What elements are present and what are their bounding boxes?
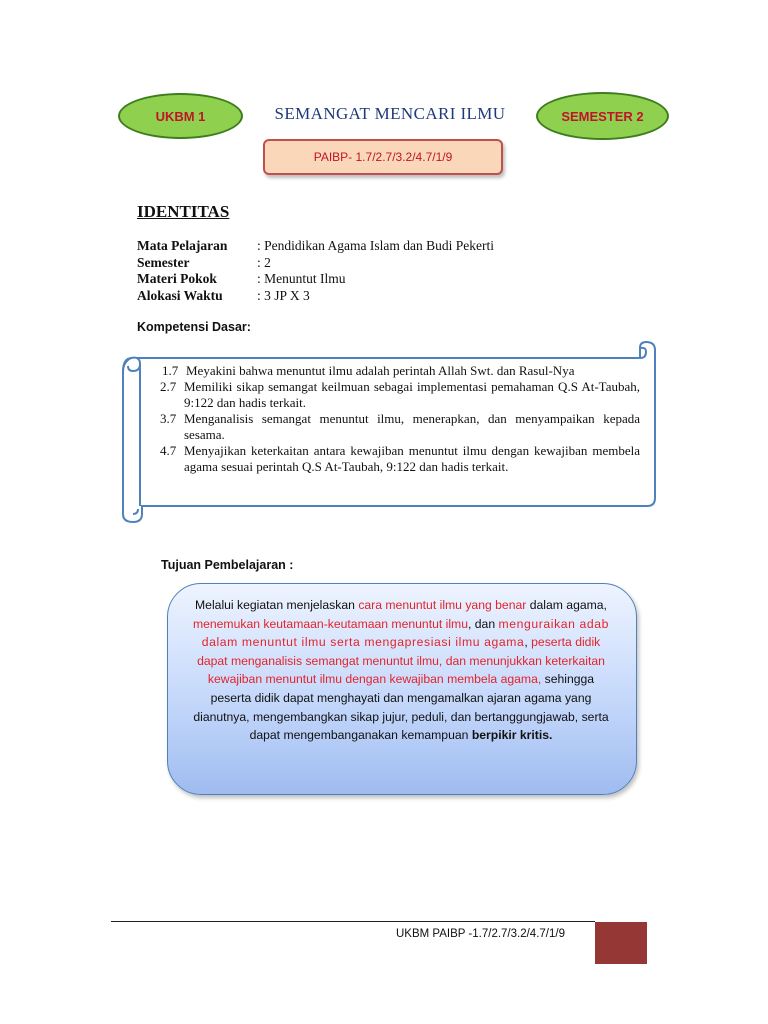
ukbm-badge-label: UKBM 1 <box>155 108 206 124</box>
kd-text: Meyakini bahwa menuntut ilmu adalah perintah Allah Swt. dan Rasul-Nya <box>186 363 575 378</box>
tujuan-paragraph <box>190 596 612 745</box>
list-item <box>160 363 640 379</box>
tujuan-text: Melalui kegiatan menjelaskan <box>195 598 359 612</box>
tujuan-text: , dan <box>467 616 499 631</box>
identitas-label: Semester <box>137 254 190 270</box>
identitas-value: : Menuntut Ilmu <box>257 271 346 286</box>
identitas-value: : 2 <box>257 254 271 270</box>
tujuan-text: sehingga peserta didik dapat menghayati dan mengamalkan ajaran agama yang dianutnya, mengembangkan sikap jujur, peduli, dan bertanggungjawab, serta dapat mengembanganakan kemampuan <box>193 672 609 743</box>
list-item <box>160 379 640 411</box>
footer-color-box <box>595 922 647 964</box>
tujuan-highlight: menemukan keutamaan-keutamaan menuntut ilmu <box>192 616 468 631</box>
tujuan-highlight: peserta didik dapat menganalisis semangat menuntut ilmu, dan menunjukkan keterkaitan kewajiban menuntut ilmu dengan kewajiban membela agama, <box>197 635 605 687</box>
kd-number: 3.7 <box>160 411 177 426</box>
kompetensi-label: Kompetensi Dasar: <box>137 320 251 334</box>
kompetensi-list <box>160 363 640 475</box>
kd-number: 1.7 <box>162 363 179 378</box>
tujuan-bold: berpikir kritis. <box>471 728 553 743</box>
code-label: PAIBP- 1.7/2.7/3.2/4.7/1/9 <box>313 150 453 164</box>
kd-number: 2.7 <box>160 379 177 394</box>
kd-text: Menganalisis semangat menuntut ilmu, menerapkan, dan menyampaikan kepada sesama. <box>184 411 640 442</box>
semester-badge-label: SEMESTER 2 <box>561 108 644 124</box>
list-item <box>160 411 640 443</box>
list-item <box>160 443 640 475</box>
identitas-label: Alokasi Waktu <box>137 287 223 303</box>
footer-divider <box>111 921 595 922</box>
identitas-label: Materi Pokok <box>137 271 217 286</box>
tujuan-highlight: cara menuntut ilmu yang benar <box>358 598 527 612</box>
tujuan-text: , <box>524 635 532 650</box>
kd-text: Menyajikan keterkaitan antara kewajiban menuntut ilmu dengan kewajiban membela agama sesuai perintah Q.S At-Taubah, 9:122 dan hadis terkait. <box>184 443 640 474</box>
identitas-value: : 3 JP X 3 <box>257 287 310 303</box>
tujuan-text: dalam agama, <box>526 598 607 612</box>
footer-code: UKBM PAIBP -1.7/2.7/3.2/4.7/1/9 <box>396 928 565 940</box>
page-title: SEMANGAT MENCARI ILMU <box>274 104 506 123</box>
tujuan-highlight: menguraikan adab dalam menuntut ilmu serta mengapresiasi ilmu agama <box>201 616 610 650</box>
identitas-label: Mata Pelajaran <box>137 238 228 253</box>
identitas-heading: IDENTITAS <box>137 202 230 221</box>
kd-number: 4.7 <box>160 443 177 458</box>
identitas-value: : Pendidikan Agama Islam dan Budi Pekerti <box>257 238 494 253</box>
tujuan-label: Tujuan Pembelajaran : <box>161 558 294 572</box>
kd-text: Memiliki sikap semangat keilmuan sebagai implementasi pemahaman Q.S At-Taubah, 9:122 dan hadis terkait. <box>184 379 640 410</box>
